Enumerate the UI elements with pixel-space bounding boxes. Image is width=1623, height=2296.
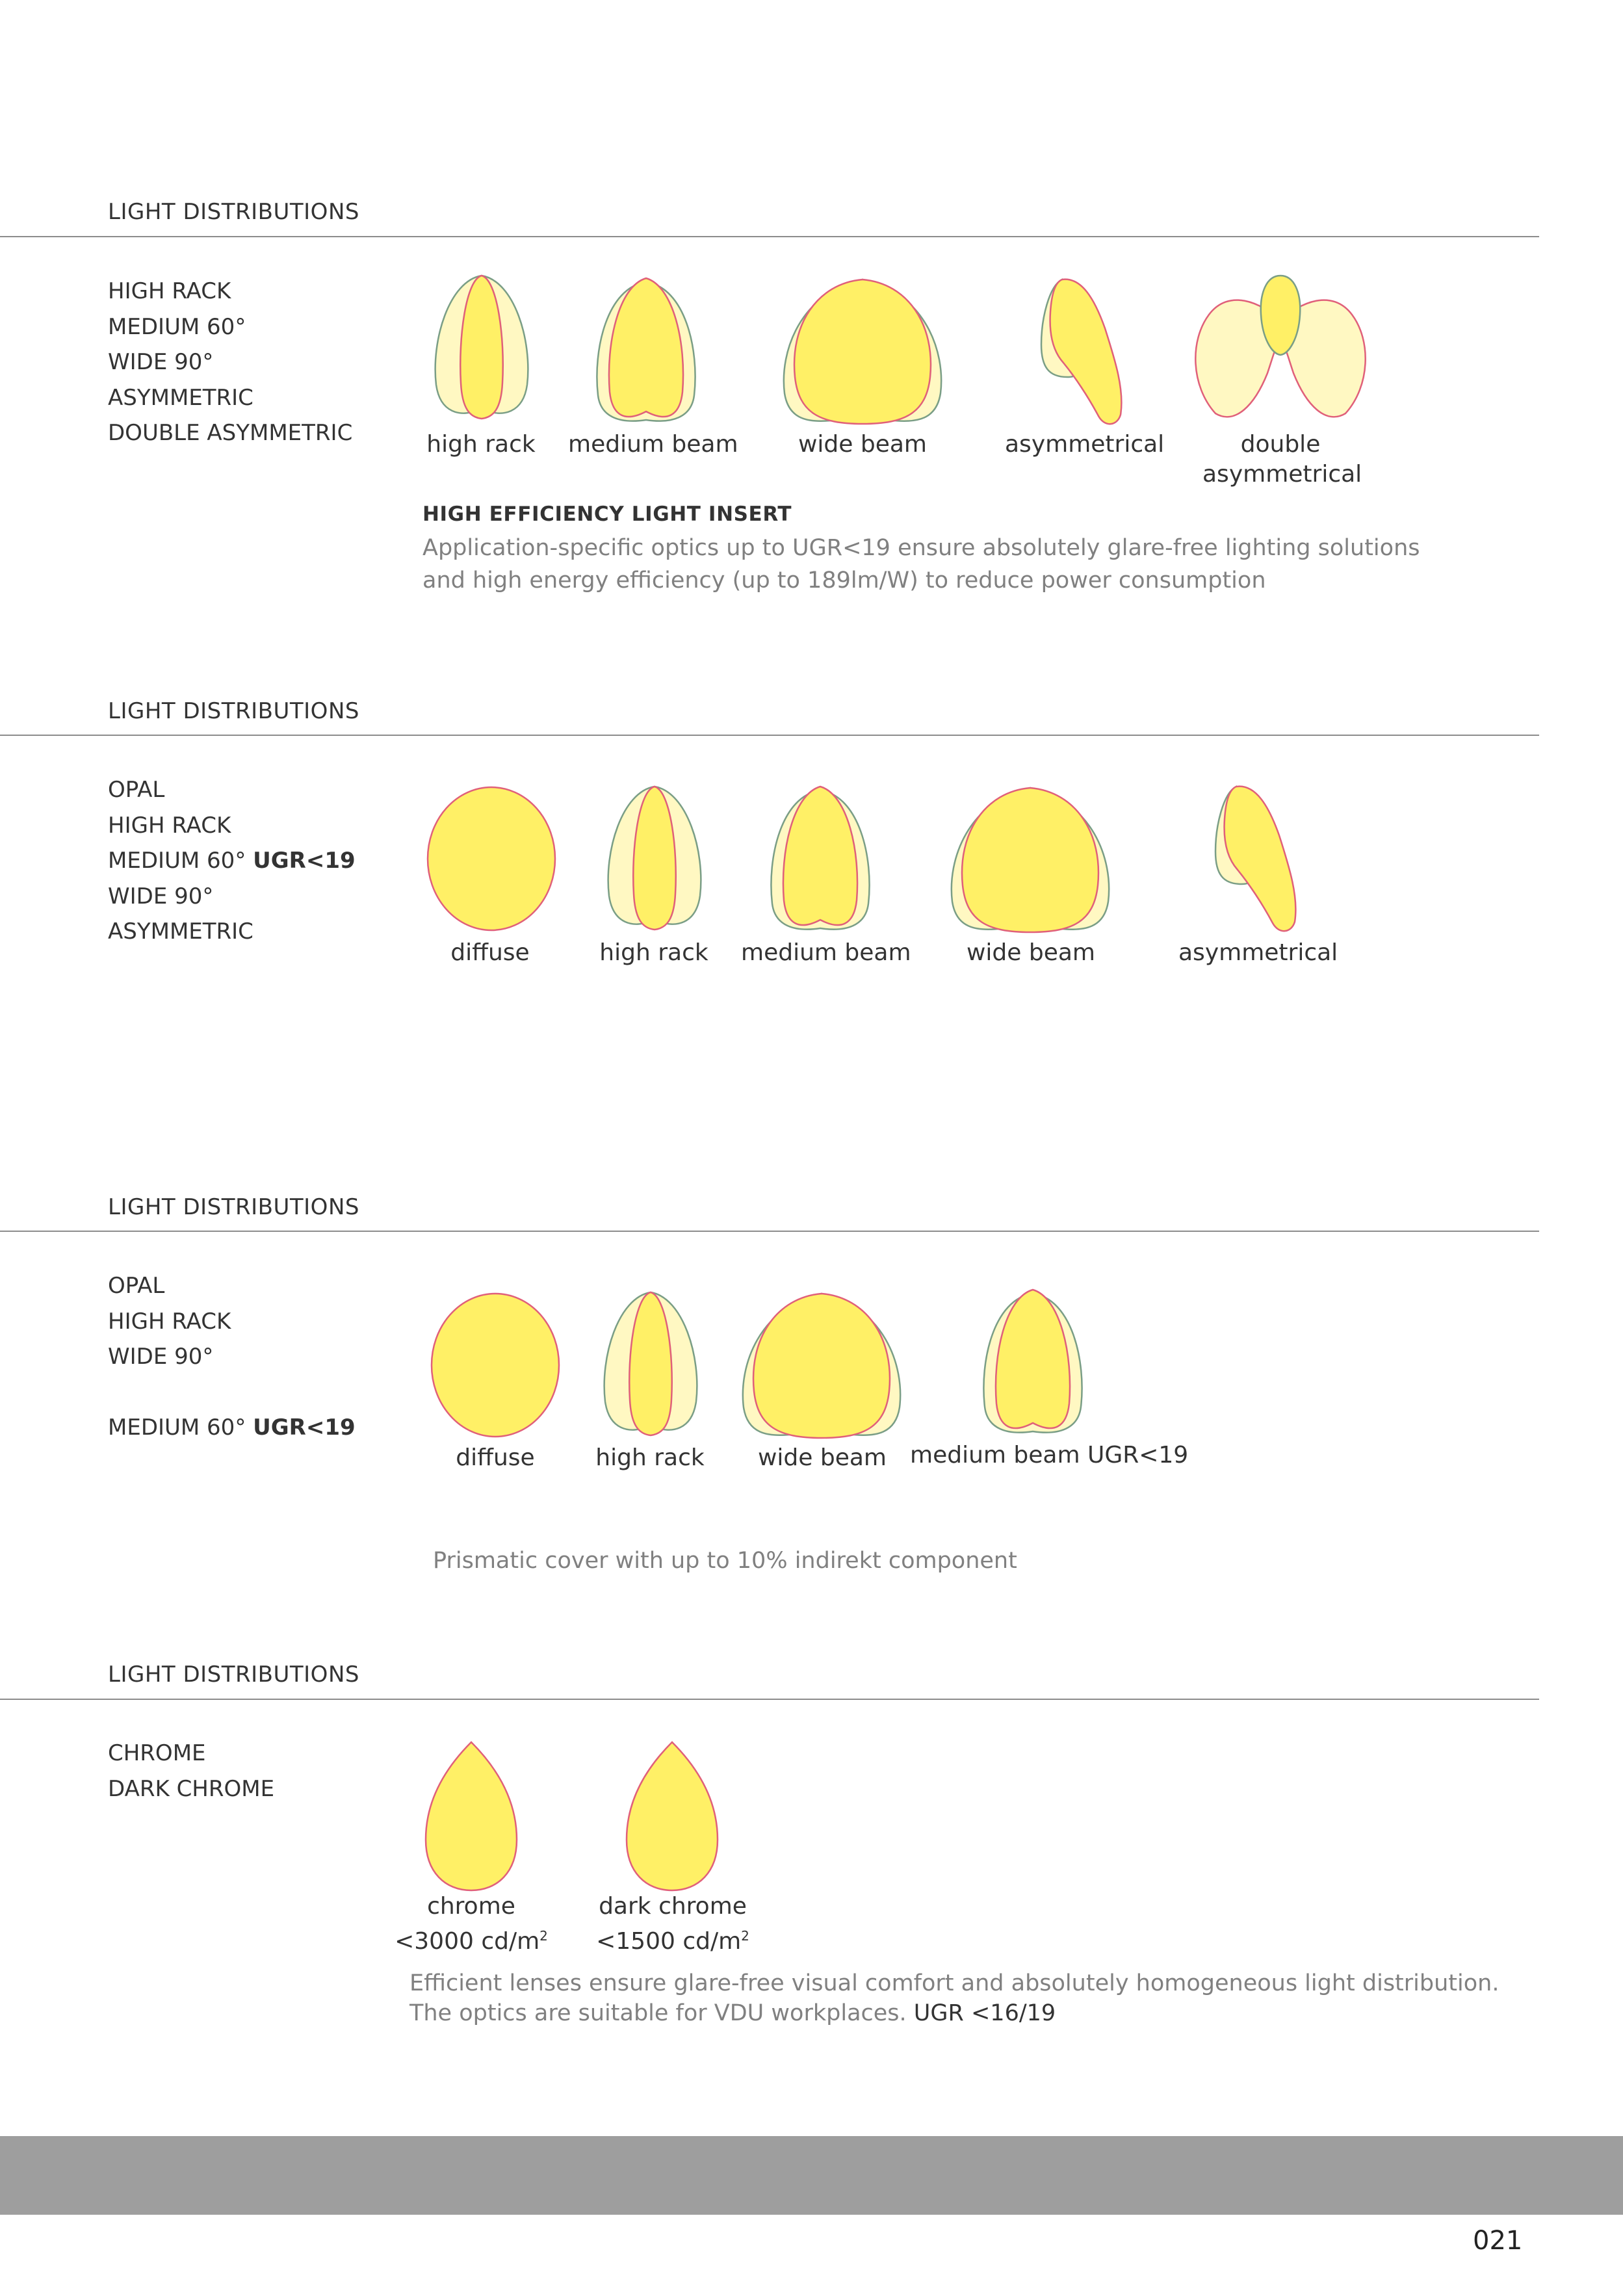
icon-caption: dark chrome	[599, 1893, 747, 1920]
double-asymmetrical-distribution-icon	[1193, 276, 1368, 421]
description-line: Efficient lenses ensure glare-free visual comfort and absolutely homogeneous light distribution.	[409, 1970, 1500, 1996]
list-item-label: MEDIUM 60°	[108, 848, 246, 874]
list-item: CHROME	[108, 1740, 206, 1766]
superscript: 2	[741, 1928, 749, 1944]
section-divider	[0, 236, 1539, 237]
dark-chrome-distribution-icon	[625, 1742, 719, 1893]
icon-caption: high rack	[599, 939, 708, 966]
ugr-rating: UGR<19	[253, 1415, 356, 1441]
variant-list	[108, 1736, 274, 1807]
list-item: OPAL	[108, 777, 165, 803]
luminance-caption	[595, 1921, 751, 1957]
list-item-label: MEDIUM 60°	[108, 1415, 246, 1441]
icon-caption: asymmetrical	[1202, 461, 1362, 488]
icon-caption: wide beam	[966, 939, 1096, 966]
high-rack-distribution-icon	[608, 787, 701, 936]
diffuse-distribution-icon	[430, 1292, 560, 1439]
list-item: HIGH RACK	[108, 812, 231, 839]
subheading: HIGH EFFICIENCY LIGHT INSERT	[422, 502, 792, 526]
list-item: DARK CHROME	[108, 1775, 275, 1802]
list-item: HIGH RACK	[108, 1308, 231, 1335]
icon-caption: high rack	[426, 431, 536, 458]
page-number: 021	[1473, 2226, 1523, 2256]
list-item: ASYMMETRIC	[108, 919, 253, 945]
description	[422, 532, 1420, 597]
variant-list	[108, 1268, 356, 1446]
description-line	[409, 1998, 1499, 2028]
icon-caption: medium beam UGR<19	[910, 1442, 1189, 1468]
luminance-value: <1500 cd/m	[596, 1928, 742, 1955]
list-item	[108, 843, 356, 879]
ugr-rating: UGR<19	[253, 848, 356, 874]
high-rack-distribution-icon	[604, 1292, 697, 1442]
luminance-caption	[393, 1921, 549, 1957]
list-item: MEDIUM 60°	[108, 313, 246, 340]
icon-caption: high rack	[595, 1444, 705, 1471]
luminance-value: <3000 cd/m	[395, 1928, 540, 1955]
list-item: DOUBLE ASYMMETRIC	[108, 420, 353, 446]
section-divider	[0, 1231, 1539, 1232]
icon-caption: wide beam	[798, 431, 928, 458]
section-divider	[0, 735, 1539, 736]
list-item: WIDE 90°	[108, 349, 214, 375]
list-item: WIDE 90°	[108, 1344, 214, 1370]
icon-caption: medium beam	[568, 431, 738, 458]
medium-beam-ugr-distribution-icon	[983, 1290, 1082, 1438]
description-line: and high energy efficiency (up to 189lm/W) to reduce power consumption	[422, 567, 1266, 594]
icon-caption: wide beam	[757, 1444, 887, 1471]
footer-bar	[0, 2136, 1623, 2215]
list-item: WIDE 90°	[108, 883, 214, 909]
section-divider	[0, 1699, 1539, 1700]
section-title: LIGHT DISTRIBUTIONS	[108, 199, 359, 225]
medium-beam-distribution-icon	[771, 787, 870, 935]
wide-beam-distribution-icon	[742, 1294, 901, 1439]
medium-beam-distribution-icon	[597, 278, 695, 426]
section-title: LIGHT DISTRIBUTIONS	[108, 698, 359, 724]
description	[433, 1545, 1017, 1577]
list-item: HIGH RACK	[108, 278, 231, 304]
chrome-distribution-icon	[424, 1742, 518, 1893]
wide-beam-distribution-icon	[783, 280, 942, 425]
list-item: OPAL	[108, 1273, 165, 1299]
section-title: LIGHT DISTRIBUTIONS	[108, 1662, 359, 1688]
description-line: Application-specific optics up to UGR<19 ensure absolutely glare-free lighting solutions	[422, 535, 1420, 561]
icon-caption: asymmetrical	[1178, 939, 1338, 966]
list-item: ASYMMETRIC	[108, 384, 253, 411]
section-title: LIGHT DISTRIBUTIONS	[108, 1194, 359, 1220]
diffuse-distribution-icon	[426, 785, 556, 932]
asymmetrical-distribution-icon	[1213, 787, 1301, 935]
icon-caption: asymmetrical	[1005, 431, 1165, 458]
wide-beam-distribution-icon	[951, 788, 1110, 933]
superscript: 2	[539, 1928, 548, 1944]
icon-caption: diffuse	[450, 939, 530, 966]
icon-caption: diffuse	[456, 1444, 535, 1471]
description	[409, 1968, 1499, 2028]
variant-list	[108, 772, 356, 950]
description-text: The optics are suitable for VDU workplaces.	[409, 2000, 907, 2026]
ugr-rating: UGR <16/19	[913, 2000, 1056, 2026]
description-line: Prismatic cover with up to 10% indirekt component	[433, 1548, 1017, 1574]
variant-list	[108, 274, 352, 451]
icon-caption: medium beam	[741, 939, 911, 966]
asymmetrical-distribution-icon	[1039, 280, 1127, 428]
list-item	[108, 1410, 356, 1446]
icon-caption: double	[1240, 431, 1321, 458]
icon-caption: chrome	[427, 1893, 515, 1920]
high-rack-distribution-icon	[435, 276, 528, 425]
